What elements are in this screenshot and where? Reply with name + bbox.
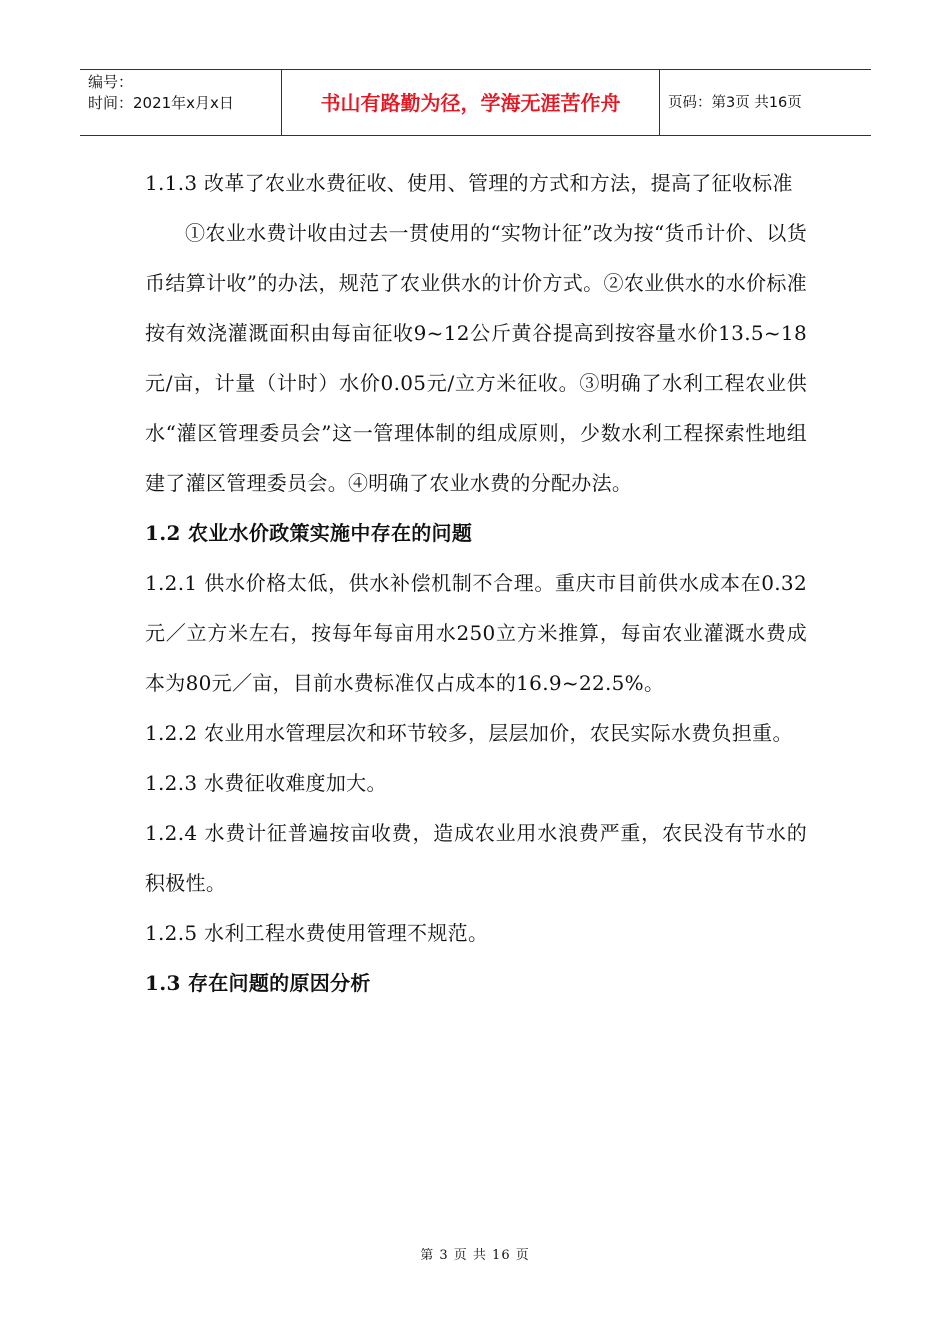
header-meta — [80, 70, 282, 135]
page-footer: 第 3 页 共 16 页 — [420, 1248, 530, 1263]
header-motto: 书山有路勤为径，学海无涯苦作舟 — [282, 70, 660, 135]
document-body — [145, 158, 807, 1008]
section-1-2-4: 1.2.4 水费计征普遍按亩收费，造成农业用水浪费严重，农民没有节水的积极性。 — [145, 821, 807, 895]
header-time-label: 时间：2021年x月x日 — [88, 94, 234, 112]
section-1-2-1: 1.2.1 供水价格太低，供水补偿机制不合理。重庆市目前供水成本在0.32元／立方米左右，按每年每亩用水250立方米推算，每亩农业灌溉水费成本为80元／亩，目前水费标准仅占成本的16.9~22.5%。 — [145, 571, 807, 695]
heading-1-2: 1.2 农业水价政策实施中存在的问题 — [145, 521, 473, 545]
section-1-2-5: 1.2.5 水利工程水费使用管理不规范。 — [145, 921, 489, 945]
section-1-2-3: 1.2.3 水费征收难度加大。 — [145, 771, 387, 795]
page-header — [80, 69, 871, 136]
section-1-2-2: 1.2.2 农业用水管理层次和环节较多，层层加价，农民实际水费负担重。 — [145, 721, 793, 745]
header-number-label: 编号： — [88, 73, 134, 91]
section-1-1-3: 1.1.3 改革了农业水费征收、使用、管理的方式和方法，提高了征收标准 — [145, 171, 793, 195]
heading-1-3: 1.3 存在问题的原因分析 — [145, 971, 371, 995]
header-page-info: 页码：第3页 共16页 — [668, 95, 802, 111]
paragraph-reforms: ①农业水费计收由过去一贯使用的“实物计征”改为按“货币计价、以货币结算计收”的办法，规范了农业供水的计价方式。②农业供水的水价标准按有效浇灌溉面积由每亩征收9~12公斤黄谷提高到按容量水价13.5~18元/亩，计量（计时）水价0.05元/立方米征收。③明确了水利工程农业供水“灌区管理委员会”这一管理体制的组成原则，少数水利工程探索性地组建了灌区管理委员会。④明确了农业水费的分配办法。 — [145, 221, 807, 495]
